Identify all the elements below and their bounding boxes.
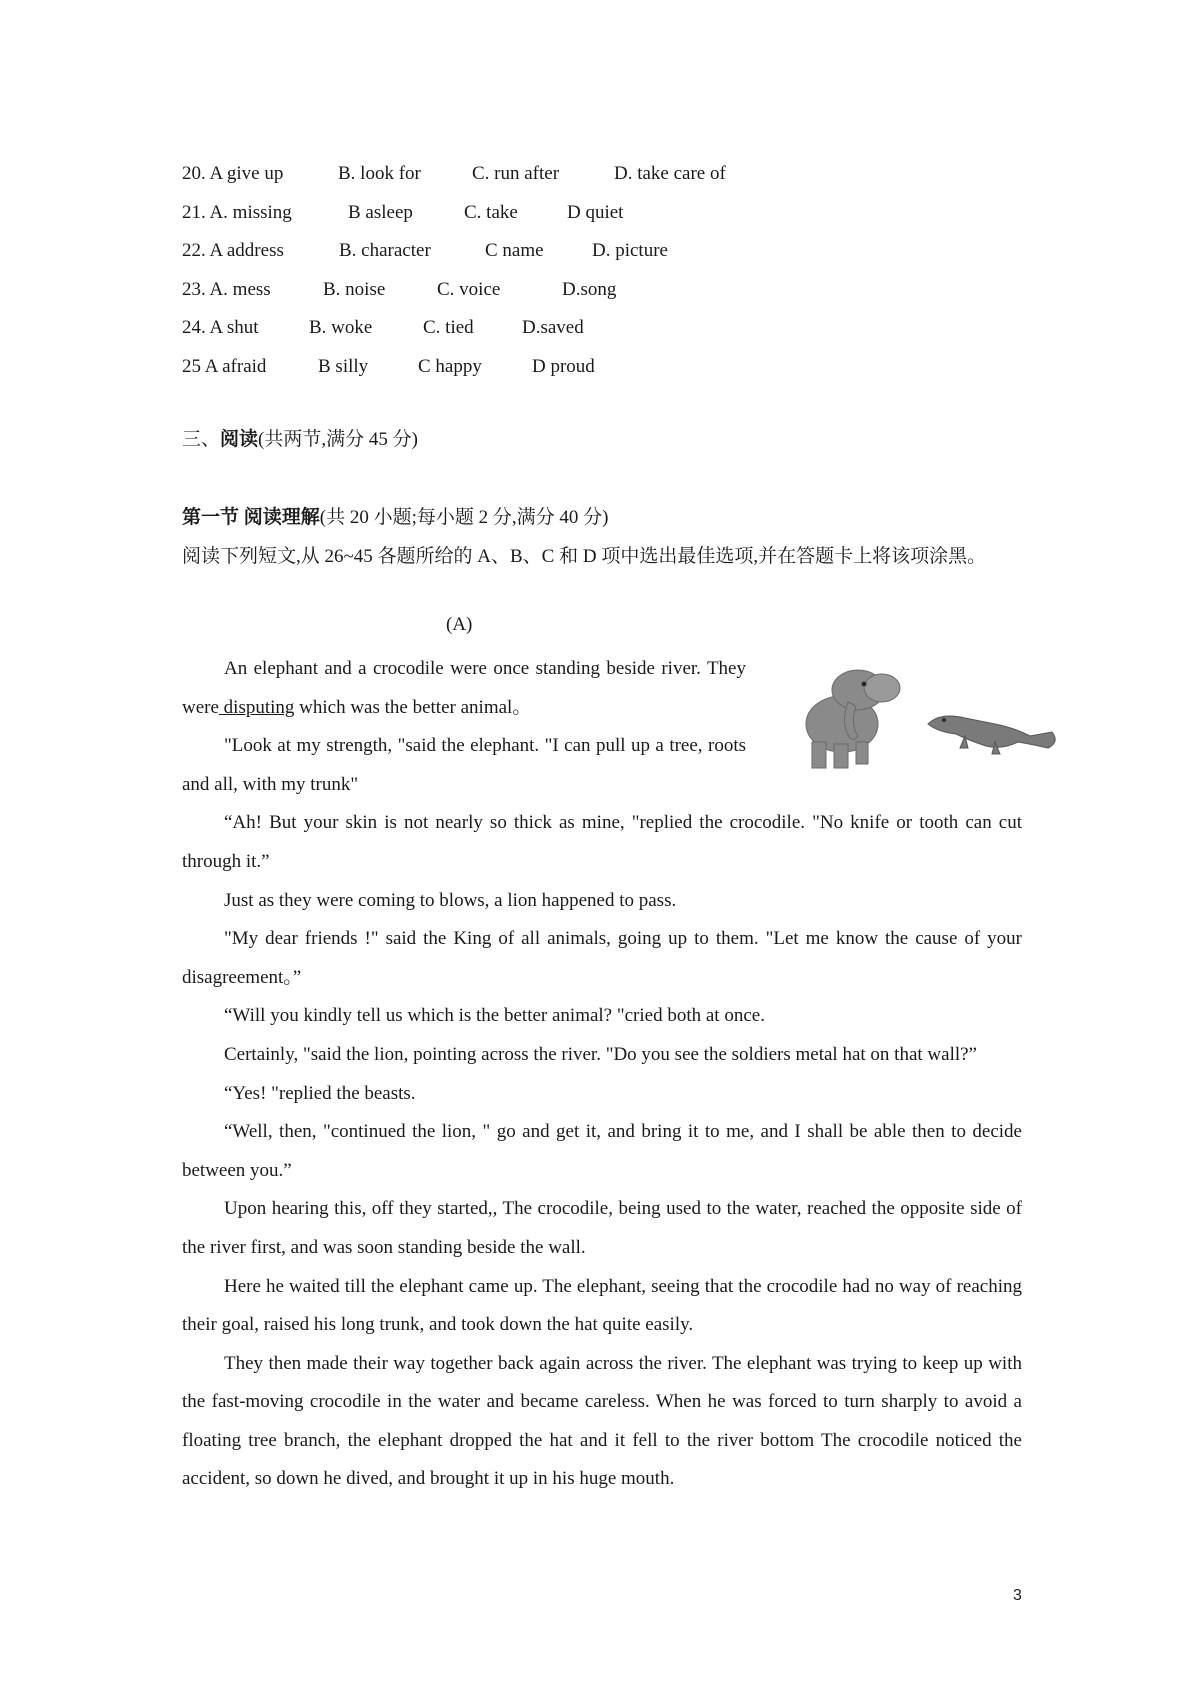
option-b: B. woke (309, 317, 373, 339)
subsection-bold: 第一节 阅读理解 (182, 507, 320, 528)
option-d: D proud (532, 355, 595, 377)
paragraph: “Well, then, "continued the lion, " go and get it, and bring it to me, and I shall be able then to decide between you.” (182, 1121, 1022, 1181)
underlined-word: disputing (218, 696, 295, 718)
option-d: D. take care of (614, 163, 726, 184)
option-row-23 (182, 271, 1082, 310)
reading-passage (182, 650, 1022, 1499)
subsection-heading (182, 499, 1022, 538)
paragraph: They then made their way together back again across the river. The elephant was trying to keep up with the fast-moving crocodile in the water and became careless. When he was forced to turn sharply to avoid a floating tree branch, the elephant dropped the hat and it fell to the river bottom The crocodile noticed the accident, so down he dived, and brought it up in his huge mouth. (182, 1352, 1022, 1490)
option-c: C happy (418, 355, 482, 377)
option-d: D.song (562, 278, 617, 300)
option-a: 20. A give up (182, 163, 284, 184)
paragraph: Certainly, "said the lion, pointing across the river. "Do you see the soldiers metal hat on that wall?” (224, 1043, 977, 1065)
paragraph: “Yes! "replied the beasts. (224, 1082, 416, 1104)
option-c: C name (485, 240, 544, 262)
paragraph: Here he waited till the elephant came up. The elephant, seeing that the crocodile had no way of reaching their goal, raised his long trunk, and took down the hat quite easily. (182, 1275, 1022, 1336)
paragraph-text: An elephant and a crocodile were once standing beside river. They were (182, 658, 746, 718)
page-number: 3 (1013, 1587, 1022, 1604)
subsection (182, 499, 1022, 576)
option-a: 25 A afraid (182, 355, 267, 377)
option-b: B asleep (348, 201, 413, 223)
paragraph: “Will you kindly tell us which is the better animal? "cried both at once. (224, 1005, 765, 1027)
option-c: C. voice (437, 278, 501, 300)
answer-options (182, 155, 1082, 387)
option-d: D. picture (592, 240, 668, 262)
option-b: B. noise (323, 278, 386, 300)
option-c: C. tied (423, 317, 474, 339)
option-a: 24. A shut (182, 317, 259, 339)
paragraph (182, 650, 746, 727)
passage-label: (A) (446, 614, 473, 635)
paragraph: Just as they were coming to blows, a lion happened to pass. (224, 889, 677, 911)
option-c: C. take (464, 201, 518, 223)
option-c: C. run after (472, 163, 560, 184)
subsection-rest: (共 20 小题;每小题 2 分,满分 40 分) (319, 507, 609, 528)
option-a: 21. A. missing (182, 201, 292, 223)
option-b: B. character (339, 240, 431, 262)
section-bold: 阅读 (220, 429, 259, 450)
option-b: B. look for (338, 163, 421, 184)
option-a: 22. A address (182, 240, 284, 262)
option-row-25 (182, 348, 1082, 387)
option-row-20 (182, 155, 1082, 194)
option-d: D quiet (567, 201, 624, 223)
section-prefix: 三、 (182, 429, 221, 450)
option-b: B silly (318, 355, 369, 377)
instructions: 阅读下列短文,从 26~45 各题所给的 A、B、C 和 D 项中选出最佳选项,并在答题卡上将该项涂黑。 (182, 545, 987, 567)
paragraph: Upon hearing this, off they started,, The crocodile, being used to the water, reached the opposite side of the river first, and was soon standing beside the wall. (182, 1198, 1022, 1258)
section-rest: (共两节,满分 45 分) (258, 429, 418, 450)
option-row-24 (182, 309, 1082, 348)
paragraph: “Ah! But your skin is not nearly so thick as mine, "replied the crocodile. "No knife or tooth can cut through it.” (182, 812, 1022, 872)
section-heading (182, 424, 418, 451)
option-row-22 (182, 232, 1082, 271)
paragraph: "Look at my strength, "said the elephant. "I can pull up a tree, roots and all, with my trunk" (182, 735, 746, 795)
option-d: D.saved (522, 317, 584, 339)
paragraph-text: which was the better animal。 (294, 696, 532, 718)
option-a: 23. A. mess (182, 278, 271, 300)
option-row-21 (182, 194, 1082, 233)
paragraph: "My dear friends !" said the King of all animals, going up to them. "Let me know the cause of your disagreement。” (182, 928, 1022, 988)
